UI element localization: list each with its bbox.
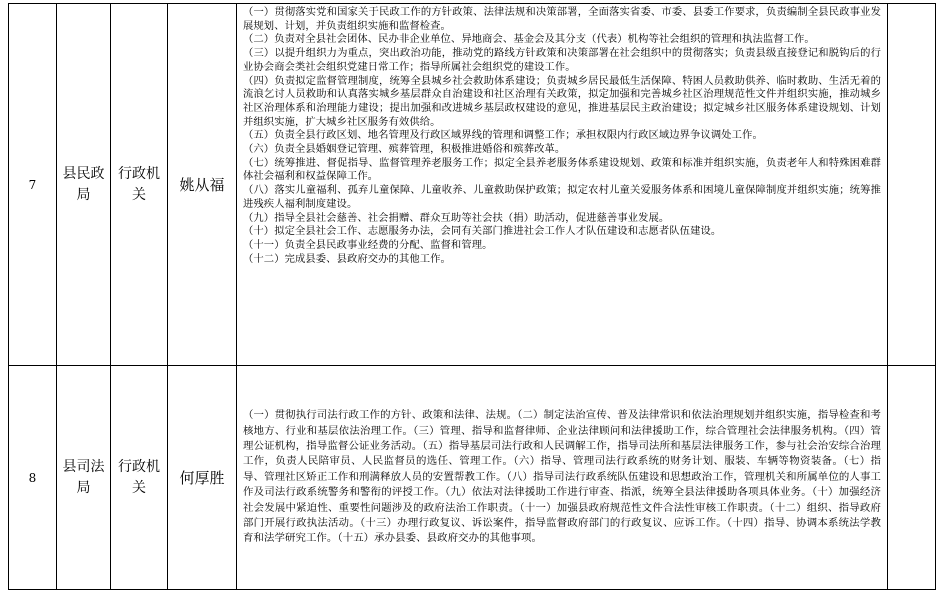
department-name: 县民政局 (62, 165, 105, 203)
duty-item: （一）贯彻落实党和国家关于民政工作的方针政策、法律法规和决策部署，全面落实省委、市委、县委工作要求，负责编制全县民政事业发展规划、计划，并负责组织实施和监督检查。 (243, 6, 881, 32)
department-head: 姚从福 (168, 4, 237, 366)
duty-item: （八）落实儿童福利、孤弃儿童保障、儿童收养、儿童救助保护政策；拟定农村儿童关爱服务体系和困境儿童保障制度并组织实施；统筹推进残疾人福利制度建设。 (243, 184, 881, 210)
department-type: 行政机关 (118, 165, 160, 203)
department-type-cell (111, 4, 168, 366)
department-name-cell (57, 366, 111, 590)
duty-item: （六）负责全县婚姻登记管理、殡葬管理，积极推进婚俗和殡葬改革。 (243, 143, 566, 156)
department-type-cell (111, 366, 168, 590)
blank-cell (888, 366, 936, 590)
department-head: 何厚胜 (168, 366, 237, 590)
duty-item: （十一）负责全县民政事业经费的分配、监督和管理。 (243, 238, 493, 251)
duty-item: （十二）完成县委、县政府交办的其他工作。 (243, 252, 451, 265)
duty-item: （十）拟定全县社会工作、志愿服务办法，会同有关部门推进社会工作人才队伍建设和志愿者队伍建设。 (243, 225, 722, 238)
table-row (9, 4, 936, 366)
duty-item: （九）指导全县社会慈善、社会捐赠、群众互助等社会扶（捐）助活动，促进慈善事业发展。 (243, 211, 670, 224)
blank-cell (888, 4, 936, 366)
duty-text: （一）贯彻执行司法行政工作的方针、政策和法律、法规。（二）制定法治宣传、普及法律常识和依法治理规划并组织实施，指导检查和考核地方、行业和基层依法治理工作。（三）管理、指导和监督律师、企业法律顾问和法律援助工作，综合管理社会法律服务机构。（四）管理公证机构，指导监督公证业务活动。（五）指导基层司法行政和人民调解工作，指导司法所和基层法律服务工作，参与社会治安综合治理工作，负责人民陪审员、人民监督员的选任、管理工作。（六）指导、管理司法行政系统的财务计划、服装、车辆等物资装备。（七）指导、管理社区矫正工作和刑满释放人员的安置帮教工作。（八）指导司法行政系统队伍建设和思想政治工作，管理机关和所属单位的人事工作及司法行政系统警务和警衔的评授工作。（九）依法对法律援助工作进行审查、指派，统筹全县法律援助各项具体业务。（十）加强经济社会发展中紧迫性、重要性问题涉及的政府法治工作职责。（十一）加强县政府规范性文件合法性审核工作职责。（十二）组织、指导政府部门开展行政执法活动。（十三）办理行政复议、诉讼案件，指导监督政府部门的行政复议、应诉工作。（十四）指导、协调本系统法学教育和法学研究工作。（十五）承办县委、县政府交办的其他事项。 (243, 409, 881, 545)
row-index: 8 (9, 366, 57, 590)
table-row (9, 366, 936, 590)
duty-item: （二）负责对全县社会团体、民办非企业单位、异地商会、基金会及其分支（代表）机构等社会组织的管理和执法监督工作。 (243, 33, 815, 46)
duties-cell (237, 4, 888, 366)
duties-cell (237, 366, 888, 590)
row-index: 7 (9, 4, 57, 366)
duty-item: （四）负责拟定监督管理制度，统筹全县城乡社会救助体系建设；负责城乡居民最低生活保障、特困人员救助供养、临时救助、生活无着的流浪乞讨人员救助和认真落实城乡基层群众自治建设和社区治理有关政策，拟定加强和完善城乡社区治理规范性文件并组织实施，推动城乡社区治理体系和治理能力建设；提出加强和改进城乡基层政权建设的意见，推进基层民主政治建设；拟定城乡社区服务体系建设规划、计划并组织实施，扩大城乡社区服务有效供给。 (243, 74, 881, 128)
duty-item: （五）负责全县行政区划、地名管理及行政区域界线的管理和调整工作；承担权限内行政区域边界争议调处工作。 (243, 129, 763, 142)
department-type: 行政机关 (118, 458, 160, 496)
duty-item: （三）以提升组织力为重点，突出政治功能，推动党的路线方针政策和决策部署在社会组织中的贯彻落实；负责县级直接登记和脱钩后的行业协会商会类社会组织党建日常工作；指导所属社会组织党的建设工作。 (243, 47, 881, 73)
department-name-cell (57, 4, 111, 366)
department-duty-table (8, 3, 936, 590)
duty-item: （七）统筹推进、督促指导、监督管理养老服务工作；拟定全县养老服务体系建设规划、政策和标准并组织实施，负责老年人和特殊困难群体社会福利和权益保障工作。 (243, 156, 881, 183)
department-name: 县司法局 (62, 458, 105, 496)
